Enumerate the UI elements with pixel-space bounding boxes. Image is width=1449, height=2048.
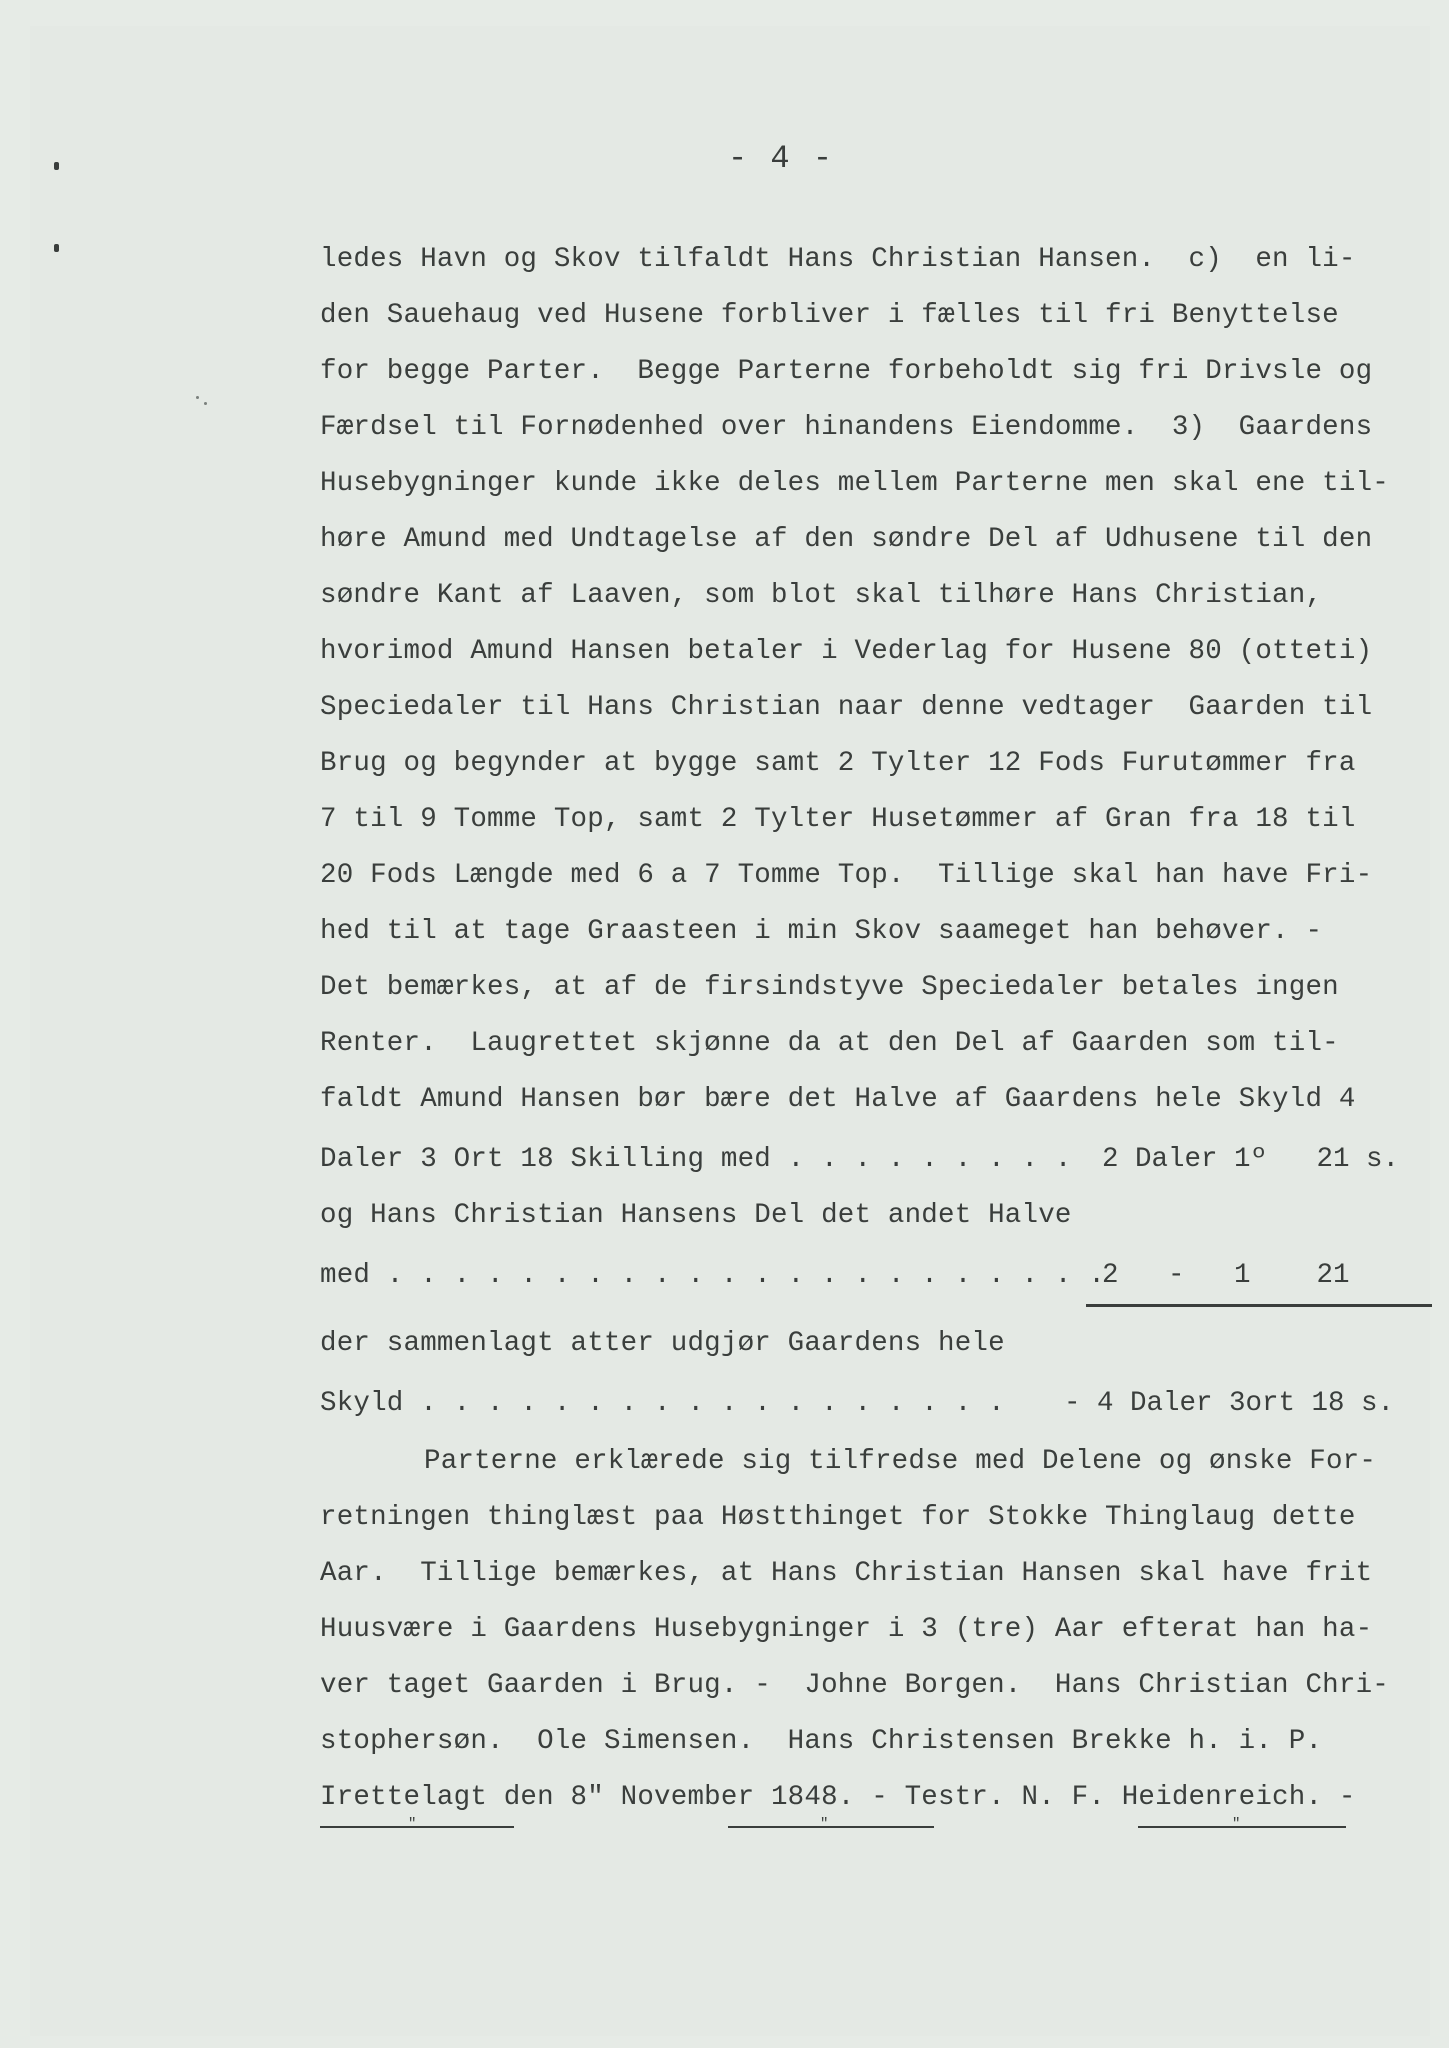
body-line: 7 til 9 Tomme Top, samt 2 Tylter Husetømmer af Gran fra 18 til [320, 804, 1356, 835]
body-line: den Sauehaug ved Husene forbliver i fælles til fri Benyttelse [320, 300, 1339, 331]
closing-line: Parterne erklærede sig tilfredse med Delene og ønske For- [424, 1446, 1377, 1477]
calc-line-label: der sammenlagt atter udgjør Gaardens hele [320, 1328, 1005, 1359]
body-line: for begge Parter. Begge Parterne forbeholdt sig fri Drivsle og [320, 356, 1373, 387]
page-number: - 4 - [728, 140, 835, 177]
body-line: Renter. Laugrettet skjønne da at den Del af Gaarden som til- [320, 1028, 1339, 1059]
paper-speck [204, 402, 207, 405]
calc-line-label: og Hans Christian Hansens Del det andet Halve [320, 1200, 1072, 1231]
ditto-mark: " [408, 1816, 417, 1832]
calc-total-value: - 4 Daler 3ort 18 s. [1064, 1388, 1395, 1419]
body-line: faldt Amund Hansen bør bære det Halve af Gaardens hele Skyld 4 [320, 1084, 1356, 1115]
underline-signature [1138, 1826, 1346, 1828]
body-line: høre Amund med Undtagelse af den søndre Del af Udhusene til den [320, 524, 1373, 555]
body-line: Husebygninger kunde ikke deles mellem Parterne men skal ene til- [320, 468, 1389, 499]
paper-speck [196, 396, 199, 399]
body-line: hed til at tage Graasteen i min Skov saameget han behøver. - [320, 916, 1323, 947]
body-line: 20 Fods Længde med 6 a 7 Tomme Top. Tillige skal han have Fri- [320, 860, 1373, 891]
closing-line: Aar. Tillige bemærkes, at Hans Christian Hansen skal have frit [320, 1558, 1373, 1589]
calc-line-value: 2 - 1 21 [1102, 1260, 1350, 1291]
underline-date [320, 1826, 514, 1828]
body-line: Brug og begynder at bygge samt 2 Tylter 12 Fods Furutømmer fra [320, 748, 1356, 779]
body-line: hvorimod Amund Hansen betaler i Vederlag for Husene 80 (otteti) [320, 636, 1373, 667]
closing-line: ver taget Gaarden i Brug. - Johne Borgen. Hans Christian Chri- [320, 1670, 1389, 1701]
body-line: ledes Havn og Skov tilfaldt Hans Christian Hansen. c) en li- [320, 244, 1356, 275]
body-line: Færdsel til Fornødenhed over hinandens Eiendomme. 3) Gaardens [320, 412, 1373, 443]
ditto-mark: " [1232, 1816, 1241, 1832]
calc-line-label: Daler 3 Ort 18 Skilling med . . . . . . . . . [320, 1144, 1072, 1175]
body-line: Det bemærkes, at af de firsindstyve Speciedaler betales ingen [320, 972, 1339, 1003]
underline-year [728, 1826, 934, 1828]
closing-line: retningen thinglæst paa Høstthinget for Stokke Thinglaug dette [320, 1502, 1356, 1533]
ditto-mark: " [820, 1816, 829, 1832]
sum-rule [1086, 1304, 1432, 1307]
closing-line: stophersøn. Ole Simensen. Hans Christensen Brekke h. i. P. [320, 1726, 1323, 1757]
closing-line: Irettelagt den 8" November 1848. - Testr. N. F. Heidenreich. - [320, 1782, 1356, 1813]
body-line: Speciedaler til Hans Christian naar denne vedtager Gaarden til [320, 692, 1373, 723]
calc-line-label: Skyld . . . . . . . . . . . . . . . . . . [320, 1388, 1005, 1419]
calc-line-value: 2 Daler 1º 21 s. [1102, 1144, 1400, 1175]
body-line: søndre Kant af Laaven, som blot skal tilhøre Hans Christian, [320, 580, 1323, 611]
calc-line-label: med . . . . . . . . . . . . . . . . . . . . . . [320, 1260, 1106, 1291]
punch-mark-top [54, 162, 59, 170]
closing-line: Huusvære i Gaardens Husebygninger i 3 (tre) Aar efterat han ha- [320, 1614, 1373, 1645]
punch-mark-bottom [54, 244, 59, 252]
